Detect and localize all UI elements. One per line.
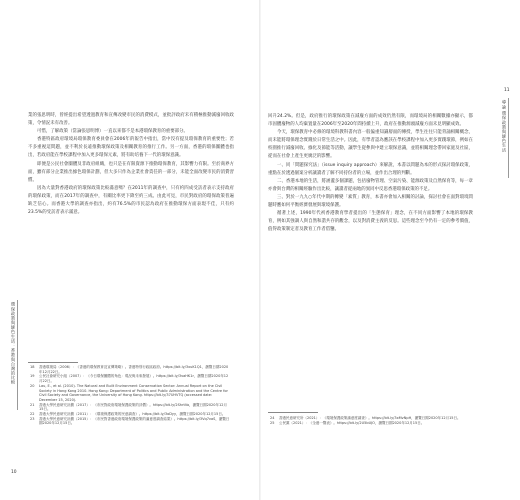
paragraph: 二、香港本地的生活，將涵蓋多個課題，包括廢物管理、空氣污染、能源政策及自然保育等，每一章亦會與台灣的相關經驗作出比較，讓讀者從兩地的異同中反思香港環保政策的不足。	[268, 178, 473, 192]
footnote	[30, 384, 230, 403]
paragraph: 業的張思明時，曾經提出希望透過教育和宣傳改變市民的消費模式，並批評政府未有積極推動減廢回收政策，令情況未有改善。	[28, 113, 234, 127]
paragraph: 回升24.2%。但是，政府推行的環保政策在減廢方面的成效仍然有限，而環境局的相關數據亦顯示，都市固體廢物的人均棄置量在2006年至2020年間持續上升，政府在推動源頭減廢方面未見明顯成效。	[268, 114, 473, 128]
running-head-rule	[17, 300, 18, 410]
right-footnotes	[270, 416, 470, 425]
footnote-text: 香港大學民意研究計劃（2017）：《市民對政府環境保護政策的評價》。https://bit.ly/2ShrtVo，瀏覽日期2020年12月15日。	[39, 402, 227, 412]
footnote-text: 香港大學民意研究計劃（2011）：《環境保護政策的民意調查》。https://bit.ly/3oDyy，瀏覽日期2020年12月15日。	[39, 412, 226, 417]
footnote-number: 18	[30, 365, 35, 369]
page-number: 10	[11, 470, 17, 475]
right-page	[261, 0, 520, 500]
left-page-body	[28, 112, 234, 217]
footnote	[30, 403, 230, 412]
left-page	[0, 0, 259, 500]
footnote-number: 19	[30, 374, 35, 379]
running-head: 導論 環保政策與綠色生活	[502, 100, 507, 153]
footnote-number: 22	[30, 412, 35, 417]
footnote-number: 25	[270, 420, 275, 425]
paragraph: 因為大量對香港政府的環保政策比較滿意嗎？在2011年的調查中，只有約四成受訪者表示支持政府的環保政策，而在2017年的調查中，有關比率更下降至約三成。由此可見，市民對政府的環保政策普遍缺乏信心。而香港大學的調查亦指出，約有76.5%的市民認為政府在推動環保方面表現不佳，只有約23.5%的受訪者表示滿意。	[28, 185, 234, 216]
footnote	[30, 374, 230, 383]
footnote-text: 香港民意研究所（2021）：《環境保護政策滿意度調查》。https://bit.ly/3xMvNpH，瀏覽日期2020年12月15日。	[279, 416, 461, 420]
footnote-text: 公民社會研究小組（2007）：《今日環保團體的角色：現況與未來發展》。https://bit.ly/3vaHK1r，瀏覽日期2020年12月22日。	[39, 374, 229, 384]
left-footnotes	[30, 365, 230, 426]
footnote-text: 香港環境局（2006）：《香港的環保教育及宣傳策略》。香港特別行政區政府。https://bit.ly/3xuK1Q1，瀏覽日期2020年12月22日。	[39, 365, 229, 374]
footnote-text: 公民黨（2021）：《全港一覽表》。https://bit.ly/2U5bUJO，瀏覽日期2020年12月15日。	[279, 420, 425, 425]
footnote-number: 21	[30, 402, 35, 407]
footnote	[30, 417, 230, 426]
paragraph: 一、同「問題探究法」（issue inquiry approach）來解說，本書以問題為本的形式探討環保政策，重點在於透過個案分析讓讀者了解不同持份者的立場，並作出合理的判斷。	[268, 162, 473, 176]
paragraph: 香港特區政府環境局環保教育委員會在2006年的報告中指出，當中沒有提及環保教育的重要性；若不多重視這問題，並不利於長遠推動環保政策及相關教育的推行工作。另一方面，香港的環保團體也指出，若政府能在學校課程中加入更多環保元素，將有助培養下一代的環保意識。	[28, 137, 234, 159]
paragraph: 可惜，了解政策（當論張思明博）一直以來都不是本港環保教育的重要部分。	[37, 129, 188, 135]
running-head-rule	[508, 98, 509, 178]
page-number: 11	[504, 88, 510, 93]
footnote	[270, 421, 470, 426]
footnote-rule	[28, 362, 78, 363]
footnote-text: Lau, E., et al. (2010). The Natural and Built Environment Conservation Sector: Annual Report on the Civil Society in Hong Kong 2010. Hong Kong: Department of Politics and Public Administration and the Centre for Civil Society and Governance, the University of Hong Kong. https://bit.ly/37UHVTQ (accessed date: December 15, 2020).	[39, 383, 228, 402]
footnote-rule	[268, 412, 318, 413]
footnote	[30, 365, 230, 374]
footnote-number: 24	[270, 416, 275, 420]
footnote-text: 香港大學民意研究計劃（2015）：《市民對香港政府環境保護政策的滿意度調查結果》。https://bit.ly/3Vq7vaS，瀏覽日期2020年12月15日。	[39, 416, 230, 426]
paragraph: 今天，環保教育中必修的環境科教科書內容一般偏重知識層面的傳授，學生往往只能背誦相關概念，而未能將環保理念實踐於日常生活之中。因此，有學者認為應該在學校課程中加入更多實踐環節，例如在校園推行減廢回收、綠化及節能等活動，讓學生從參與中建立環保意識，並將相關理念帶回家庭及社區，從而在社會上產生更廣泛的影響。	[268, 130, 473, 160]
running-head: 環保政策與綠色生活：香港與台灣的比較	[11, 302, 16, 385]
footnote-number: 20	[30, 383, 35, 388]
paragraph: 即便是公民社會團體及非政府組織，也只是在有限資源下推動環保教育，其影響力有限。至於商界方面，雖有部分企業推出綠色環保計劃，但大多只作為企業社會責任的一部分，未能全面改變市民的消費習慣。	[28, 161, 234, 183]
footnote-number: 23	[30, 416, 35, 421]
paragraph: 循著上述，1990年代初香港教育學者提出的「生態保育」理念，在不同方面影響了本地的環保教育，例如其強調人與自然和諧共存的觀念，以及對消費主義的反思。這些理念至今仍有一定的參考價值，值得政策制定者及教育工作者借鑒。	[268, 211, 473, 233]
paragraph: 三、對於一九九○年代中期的轉變「素質」教育，本書亦會加入相關的討論，探討社會在面對環境問題時應如何平衡經濟發展與環境保護。	[268, 194, 473, 209]
right-page-body	[268, 113, 473, 234]
